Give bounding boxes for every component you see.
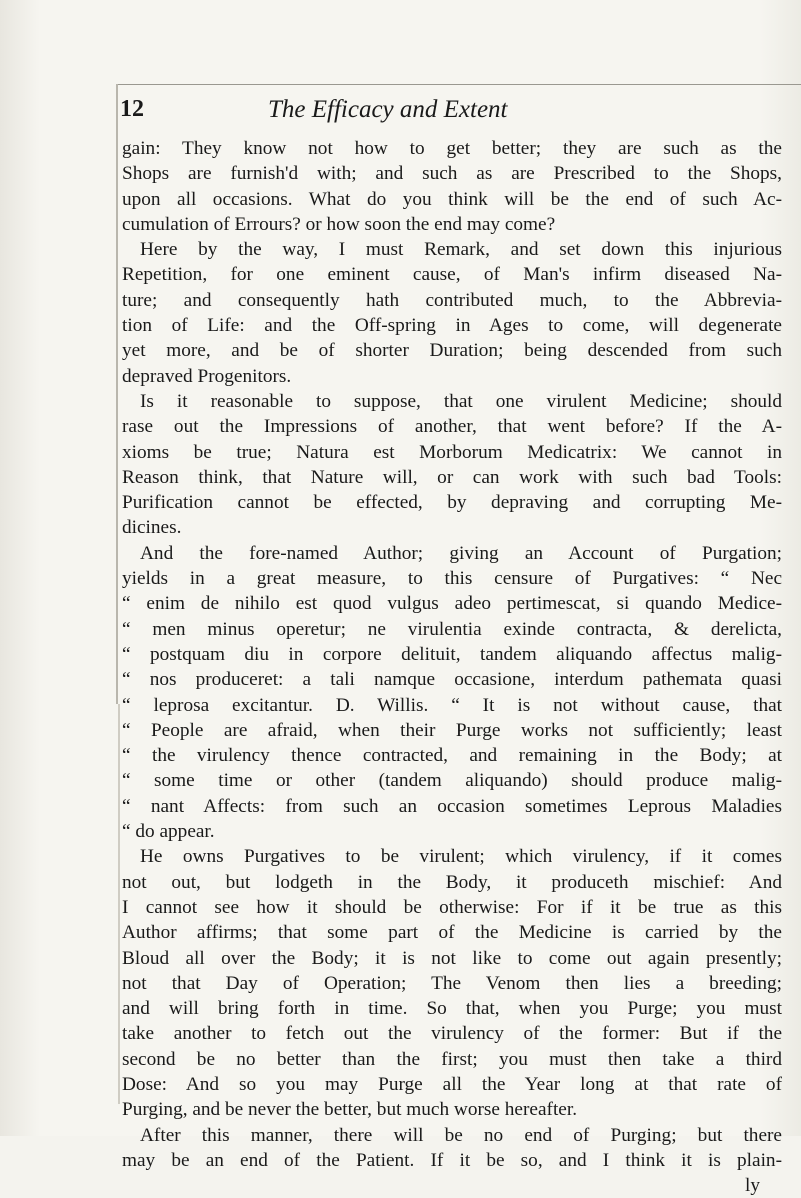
text-line: not out, but lodgeth in the Body, it produceth mischief: And (122, 871, 782, 893)
text-line: and will bring forth in time. So that, when you Purge; you must (122, 998, 782, 1020)
text-line: “ the virulency thence contracted, and remaining in the Body; at (122, 745, 782, 767)
text-line: rase out the Impressions of another, that went before? If the A- (122, 416, 782, 438)
text-line: ly (745, 1175, 760, 1197)
text-line: Shops are furnish'd with; and such as are Prescribed to the Shops, (122, 163, 782, 185)
text-line: cumulation of Errours? or how soon the end may come? (122, 213, 556, 235)
text-line: “ some time or other (tandem aliquando) should produce malig- (122, 770, 782, 792)
text-line: upon all occasions. What do you think will be the end of such Ac- (122, 188, 782, 210)
text-line: second be no better than the first; you must then take a third (122, 1048, 782, 1070)
text-line: take another to fetch out the virulency of the former: But if the (122, 1023, 782, 1045)
text-line: yet more, and be of shorter Duration; being descended from such (122, 340, 782, 362)
text-line: may be an end of the Patient. If it be so, and I think it is plain- (122, 1149, 782, 1171)
text-line: Author affirms; that some part of the Medicine is carried by the (122, 922, 782, 944)
text-line: Reason think, that Nature will, or can work with such bad Tools: (122, 466, 782, 488)
text-line: “ leprosa excitantur. D. Willis. “ It is not without cause, that (122, 694, 782, 716)
running-title: The Efficacy and Extent (268, 96, 508, 123)
text-line: And the fore-named Author; giving an Account of Purgation; (140, 542, 782, 564)
text-line: Purging, and be never the better, but much worse hereafter. (122, 1099, 578, 1121)
text-line: “ People are afraid, when their Purge works not sufficiently; least (122, 719, 782, 741)
text-line: “ enim de nihilo est quod vulgus adeo pertimescat, si quando Medice- (122, 593, 782, 615)
text-line: tion of Life: and the Off-spring in Ages to come, will degenerate (122, 315, 782, 337)
text-line: depraved Progenitors. (122, 365, 292, 387)
text-line: Purification cannot be effected, by depraving and corrupting Me- (122, 492, 782, 514)
text-line: not that Day of Operation; The Venom then lies a breeding; (122, 972, 782, 994)
text-line: I cannot see how it should be otherwise: For if it be true as this (122, 896, 782, 918)
page-number: 12 (120, 96, 144, 122)
text-line: “ postquam diu in corpore delituit, tandem aliquando affectus malig- (122, 643, 782, 665)
text-line: ture; and consequently hath contributed much, to the Abbrevia- (122, 289, 782, 311)
text-line: “ men minus operetur; ne virulentia exinde contracta, & derelicta, (122, 618, 782, 640)
text-line: He owns Purgatives to be virulent; which virulency, if it comes (140, 846, 782, 868)
page-edge-top (118, 84, 801, 85)
text-line: “ nant Affects: from such an occasion sometimes Leprous Maladies (122, 795, 782, 817)
page-header (120, 96, 780, 136)
text-line: Is it reasonable to suppose, that one virulent Medicine; should (140, 390, 782, 412)
text-line: Repetition, for one eminent cause, of Man's infirm diseased Na- (122, 264, 782, 286)
text-line: “ do appear. (122, 821, 215, 843)
text-line: Bloud all over the Body; it is not like to come out again presently; (122, 947, 782, 969)
page-edge-left-lower (118, 704, 120, 1104)
text-line: xioms be true; Natura est Morborum Medicatrix: We cannot in (122, 441, 782, 463)
text-line: Here by the way, I must Remark, and set down this injurious (140, 239, 782, 261)
page-edge-left (116, 84, 118, 704)
text-line: After this manner, there will be no end of Purging; but there (140, 1124, 782, 1146)
text-line: Dose: And so you may Purge all the Year long at that rate of (122, 1073, 782, 1095)
text-line: “ nos produceret: a tali namque occasione, interdum pathemata quasi (122, 669, 782, 691)
text-line: dicines. (122, 517, 182, 539)
body-text (122, 136, 782, 1198)
text-line: gain: They know not how to get better; they are such as the (122, 138, 782, 159)
text-line: yields in a great measure, to this censure of Purgatives: “ Nec (122, 568, 782, 590)
